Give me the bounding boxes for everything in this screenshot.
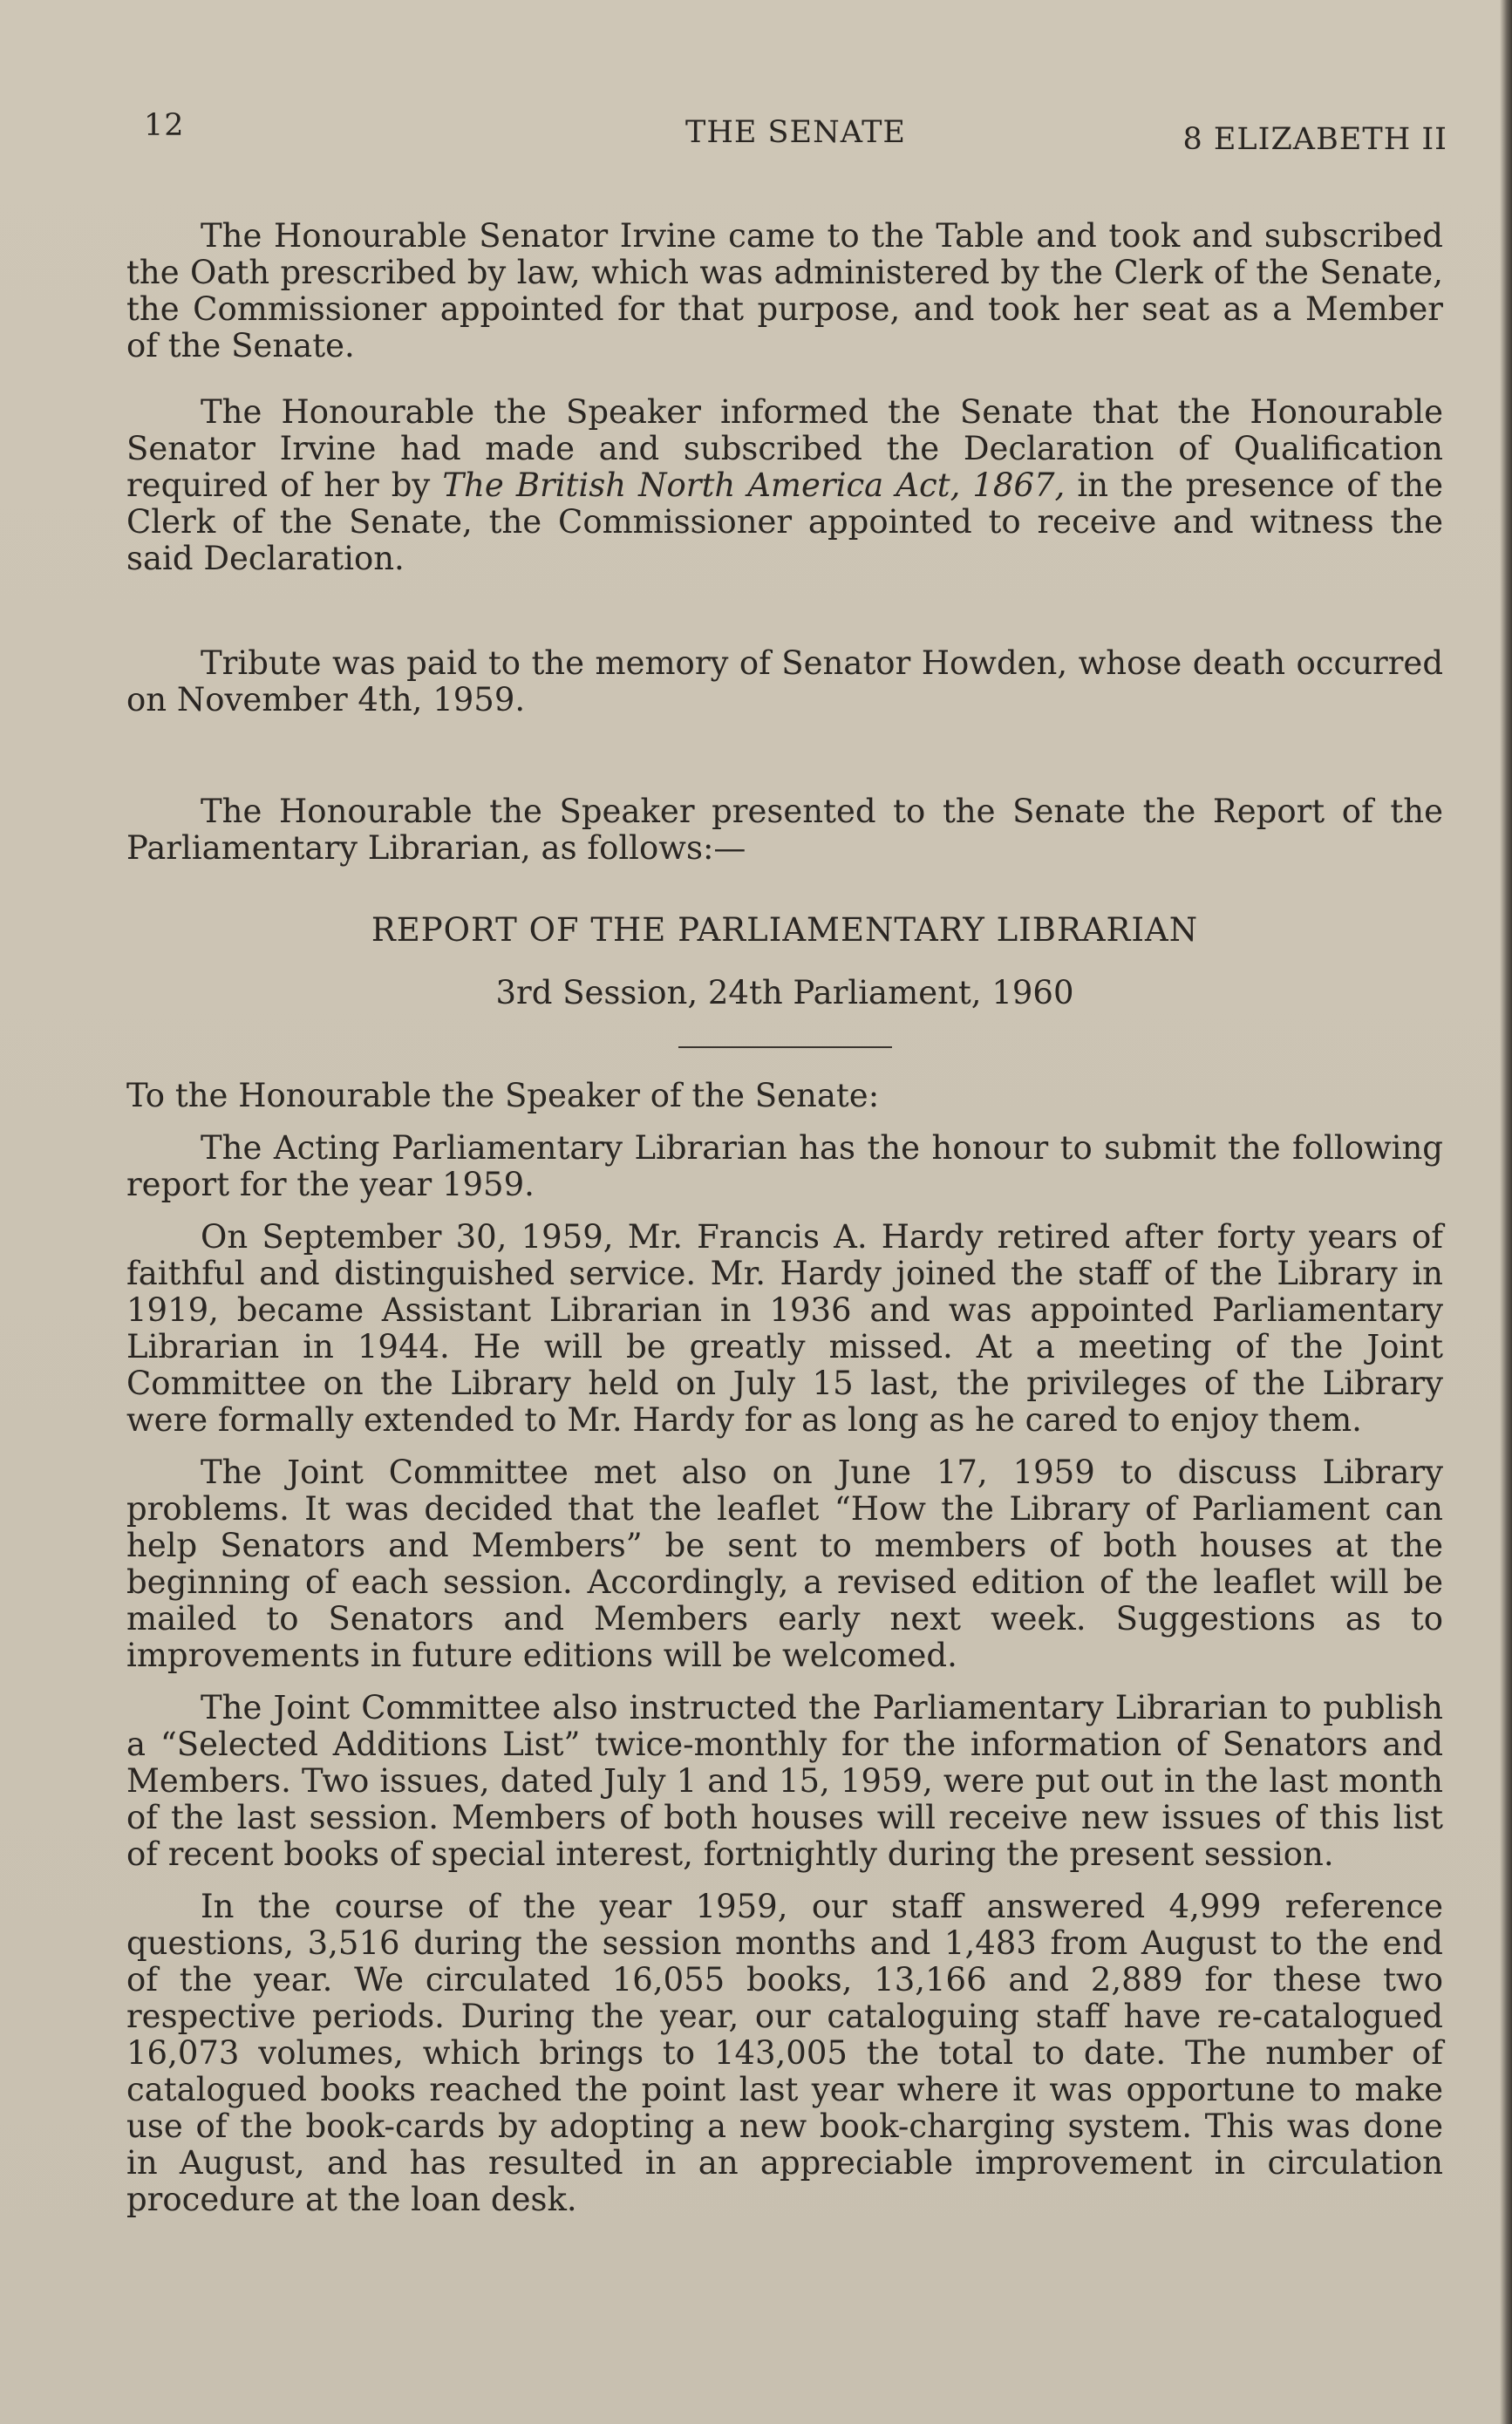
report-paragraph: The Acting Parliamentary Librarian has the honour to submit the following report for the year 1959. (126, 1129, 1443, 1203)
report-paragraph: On September 30, 1959, Mr. Francis A. Hardy retired after forty years of faithful and distinguished service. Mr. Hardy joined the staff of the Library in 1919, became Assistant Librarian in 1936 and was appointed Parliamentary Librarian in 1944. He will be greatly missed. At a meeting of the Joint Committee on the Library held on July 15 last, the privileges of the Library were formally extended to Mr. Hardy for as long as he cared to enjoy them. (126, 1218, 1443, 1439)
report-subtitle: 3rd Session, 24th Parliament, 1960 (495, 974, 1074, 1011)
page-edge-shadow (1500, 0, 1512, 2424)
declaration-text-b: in the presence of the Clerk of the Senate, the Commissioner appointed to receive and witness the said Declaration. (126, 466, 1444, 577)
paragraph-oath: The Honourable Senator Irvine came to the Table and took and subscribed the Oath prescribed by law, which was administered by the Clerk of the Senate, the Commissioner appointed for that purpose, and took her seat as a Member of the Senate. (126, 217, 1443, 364)
running-header (144, 108, 1447, 159)
declaration-text-a: The Honourable the Speaker informed the Senate that the Honourable Senator Irvine had made and subscribed the Declaration of Qualification required of her by (126, 393, 1443, 504)
header-title: THE SENATE (685, 115, 906, 150)
report-title: REPORT OF THE PARLIAMENTARY LIBRARIAN (371, 911, 1199, 949)
report-paragraph: The Joint Committee met also on June 17, 1959 to discuss Library problems. It was decided that the leaflet “How the Library of Parliament can help Senators and Members” be sent to members of both houses at the beginning of each session. Accordingly, a revised edition of the leaflet will be mailed to Senators and Members early next week. Suggestions as to improvements in future editions will be welcomed. (126, 1454, 1443, 1674)
report-paragraph: In the course of the year 1959, our staff answered 4,999 reference questions, 3,516 during the session months and 1,483 from August to the end of the year. We circulated 16,055 books, 13,166 and 2,889 for these two respective periods. During the year, our cataloguing staff have re-catalogued 16,073 volumes, which brings to 143,005 the total to date. The number of catalogued books reached the point last year where it was opportune to make use of the book-cards by adopting a new book-charging system. This was done in August, and has resulted in an appreciable improvement in circulation procedure at the loan desk. (126, 1888, 1443, 2218)
report-paragraph: The Joint Committee also instructed the Parliamentary Librarian to publish a “Selected Additions List” twice-monthly for the information of Senators and Members. Two issues, dated July 1 and 15, 1959, were put out in the last month of the last session. Members of both houses will receive new issues of this list of recent books of special interest, fortnightly during the present session. (126, 1689, 1443, 1873)
page-body (126, 218, 1443, 2218)
paragraph-declaration (126, 394, 1443, 577)
paragraph-tribute: Tribute was paid to the memory of Senator Howden, whose death occurred on November 4th, 1959. (126, 644, 1443, 718)
header-regnal-year: 8 ELIZABETH II (1182, 122, 1447, 157)
act-title: The British North America Act, 1867, (442, 466, 1066, 504)
page-number: 12 (144, 108, 185, 143)
paragraph-report-presented: The Honourable the Speaker presented to the Senate the Report of the Parliamentary Librarian, as follows:— (126, 793, 1443, 867)
report-salutation: To the Honourable the Speaker of the Senate: (126, 1077, 880, 1114)
section-rule (678, 1046, 892, 1048)
